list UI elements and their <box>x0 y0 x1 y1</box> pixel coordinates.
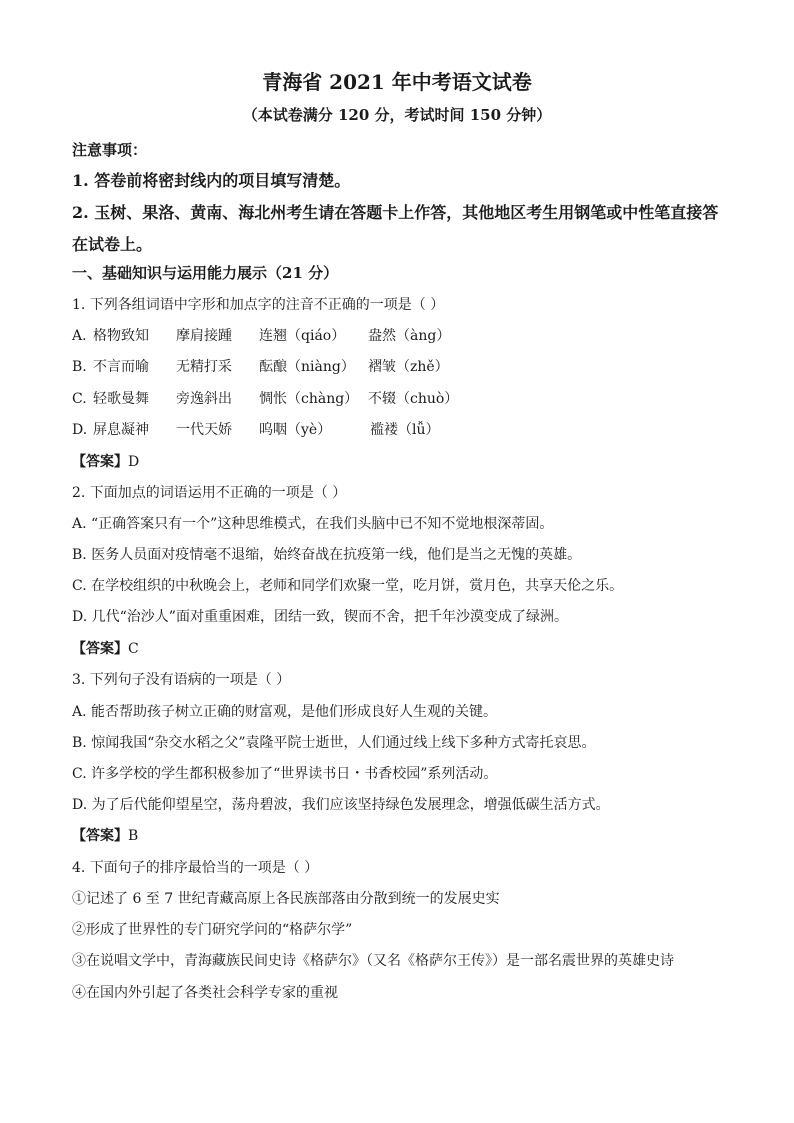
question-2-option-d: D. 几代“治沙人”面对重重困难，团结一致，锲而不舍，把千年沙漠变成了绿洲。 <box>72 609 568 625</box>
question-4-item-2: ②形成了世界性的专门研究学问的“格萨尔学” <box>72 922 353 938</box>
notice-item-2-line-1: 2. 玉树、果洛、黄南、海北州考生请在答题卡上作答，其他地区考生用钢笔或中性笔直接答 <box>72 203 719 222</box>
option-word-3: 酝酿（niàng） <box>259 359 355 375</box>
question-2-answer <box>72 642 139 656</box>
question-2-option-a: A. “正确答案只有一个”这种思维模式，在我们头脑中已不知不觉地根深蒂固。 <box>72 516 554 532</box>
option-word-4: 褶皱（zhě） <box>368 359 449 375</box>
question-3-option-d: D. 为了后代能仰望星空，荡舟碧波，我们应该坚持绿色发展理念，增强低碳生活方式。 <box>72 797 610 813</box>
notice-heading: 注意事项： <box>72 141 148 159</box>
option-word-3: 呜咽（yè） <box>259 422 332 438</box>
answer-label: 【答案】 <box>72 641 128 657</box>
option-letter: B. <box>72 359 87 375</box>
page-title: 青海省 2021 年中考语文试卷 <box>262 70 532 94</box>
option-word-3: 连翘（qiáo） <box>259 328 346 344</box>
question-1-answer <box>72 455 139 469</box>
option-word-1: 不言而喻 <box>93 359 149 375</box>
question-4-item-1: ①记述了 6 至 7 世纪青藏高原上各民族部落由分散到统一的发展史实 <box>72 891 500 907</box>
option-letter: D. <box>72 422 88 438</box>
question-3-option-c: C. 许多学校的学生都积极参加了“世界读书日・书香校园”系列活动。 <box>72 766 498 782</box>
notice-item-2-line-2: 在试卷上。 <box>72 235 153 254</box>
option-word-3: 惆怅（chàng） <box>259 391 359 407</box>
question-3-option-b: B. 惊闻我国“杂交水稻之父”袁隆平院士逝世，人们通过线上线下多种方式寄托哀思。 <box>72 735 596 751</box>
option-word-1: 格物致知 <box>93 328 149 344</box>
question-3-answer <box>72 829 138 843</box>
option-word-1: 屏息凝神 <box>93 422 149 438</box>
answer-label: 【答案】 <box>72 454 128 470</box>
section-heading: 一、基础知识与运用能力展示（21 分） <box>72 264 339 282</box>
answer-value: B <box>128 828 139 844</box>
option-word-4: 盎然（àng） <box>368 328 451 344</box>
option-letter: A. <box>72 328 87 344</box>
option-word-1: 轻歌曼舞 <box>93 391 149 407</box>
option-word-2: 摩肩接踵 <box>176 328 232 344</box>
notice-item-1: 1. 答卷前将密封线内的项目填写清楚。 <box>72 171 351 190</box>
question-4-stem: 4. 下面句子的排序最恰当的一项是（ ） <box>72 860 319 876</box>
question-4-item-3: ③在说唱文学中，青海藏族民间史诗《格萨尔》（又名《格萨尔王传》）是一部名震世界的英雄史诗 <box>72 953 674 969</box>
question-2-option-c: C. 在学校组织的中秋晚会上，老师和同学们欢聚一堂，吃月饼，赏月色，共享天伦之乐。 <box>72 578 624 594</box>
question-4-item-4: ④在国内外引起了各类社会科学专家的重视 <box>72 985 338 1001</box>
page-subtitle: （本试卷满分 120 分，考试时间 150 分钟） <box>242 106 552 124</box>
answer-value: D <box>128 454 140 470</box>
option-word-4: 不辍（chuò） <box>368 391 459 407</box>
question-2-stem: 2. 下面加点的词语运用不正确的一项是（ ） <box>72 485 347 501</box>
option-word-4: 褴褛（lǚ） <box>370 422 440 438</box>
option-word-2: 旁逸斜出 <box>176 391 232 407</box>
question-1-stem: 1. 下列各组词语中字形和加点字的注音不正确的一项是（ ） <box>72 297 445 313</box>
answer-label: 【答案】 <box>72 828 128 844</box>
option-letter: C. <box>72 391 87 407</box>
option-word-2: 一代天娇 <box>176 422 232 438</box>
question-3-stem: 3. 下列句子没有语病的一项是（ ） <box>72 672 291 688</box>
question-3-option-a: A. 能否帮助孩子树立正确的财富观，是他们形成良好人生观的关键。 <box>72 704 498 720</box>
question-2-option-b: B. 医务人员面对疫情毫不退缩，始终奋战在抗疫第一线，他们是当之无愧的英雄。 <box>72 547 582 563</box>
answer-value: C <box>128 641 139 657</box>
option-word-2: 无精打采 <box>176 359 232 375</box>
